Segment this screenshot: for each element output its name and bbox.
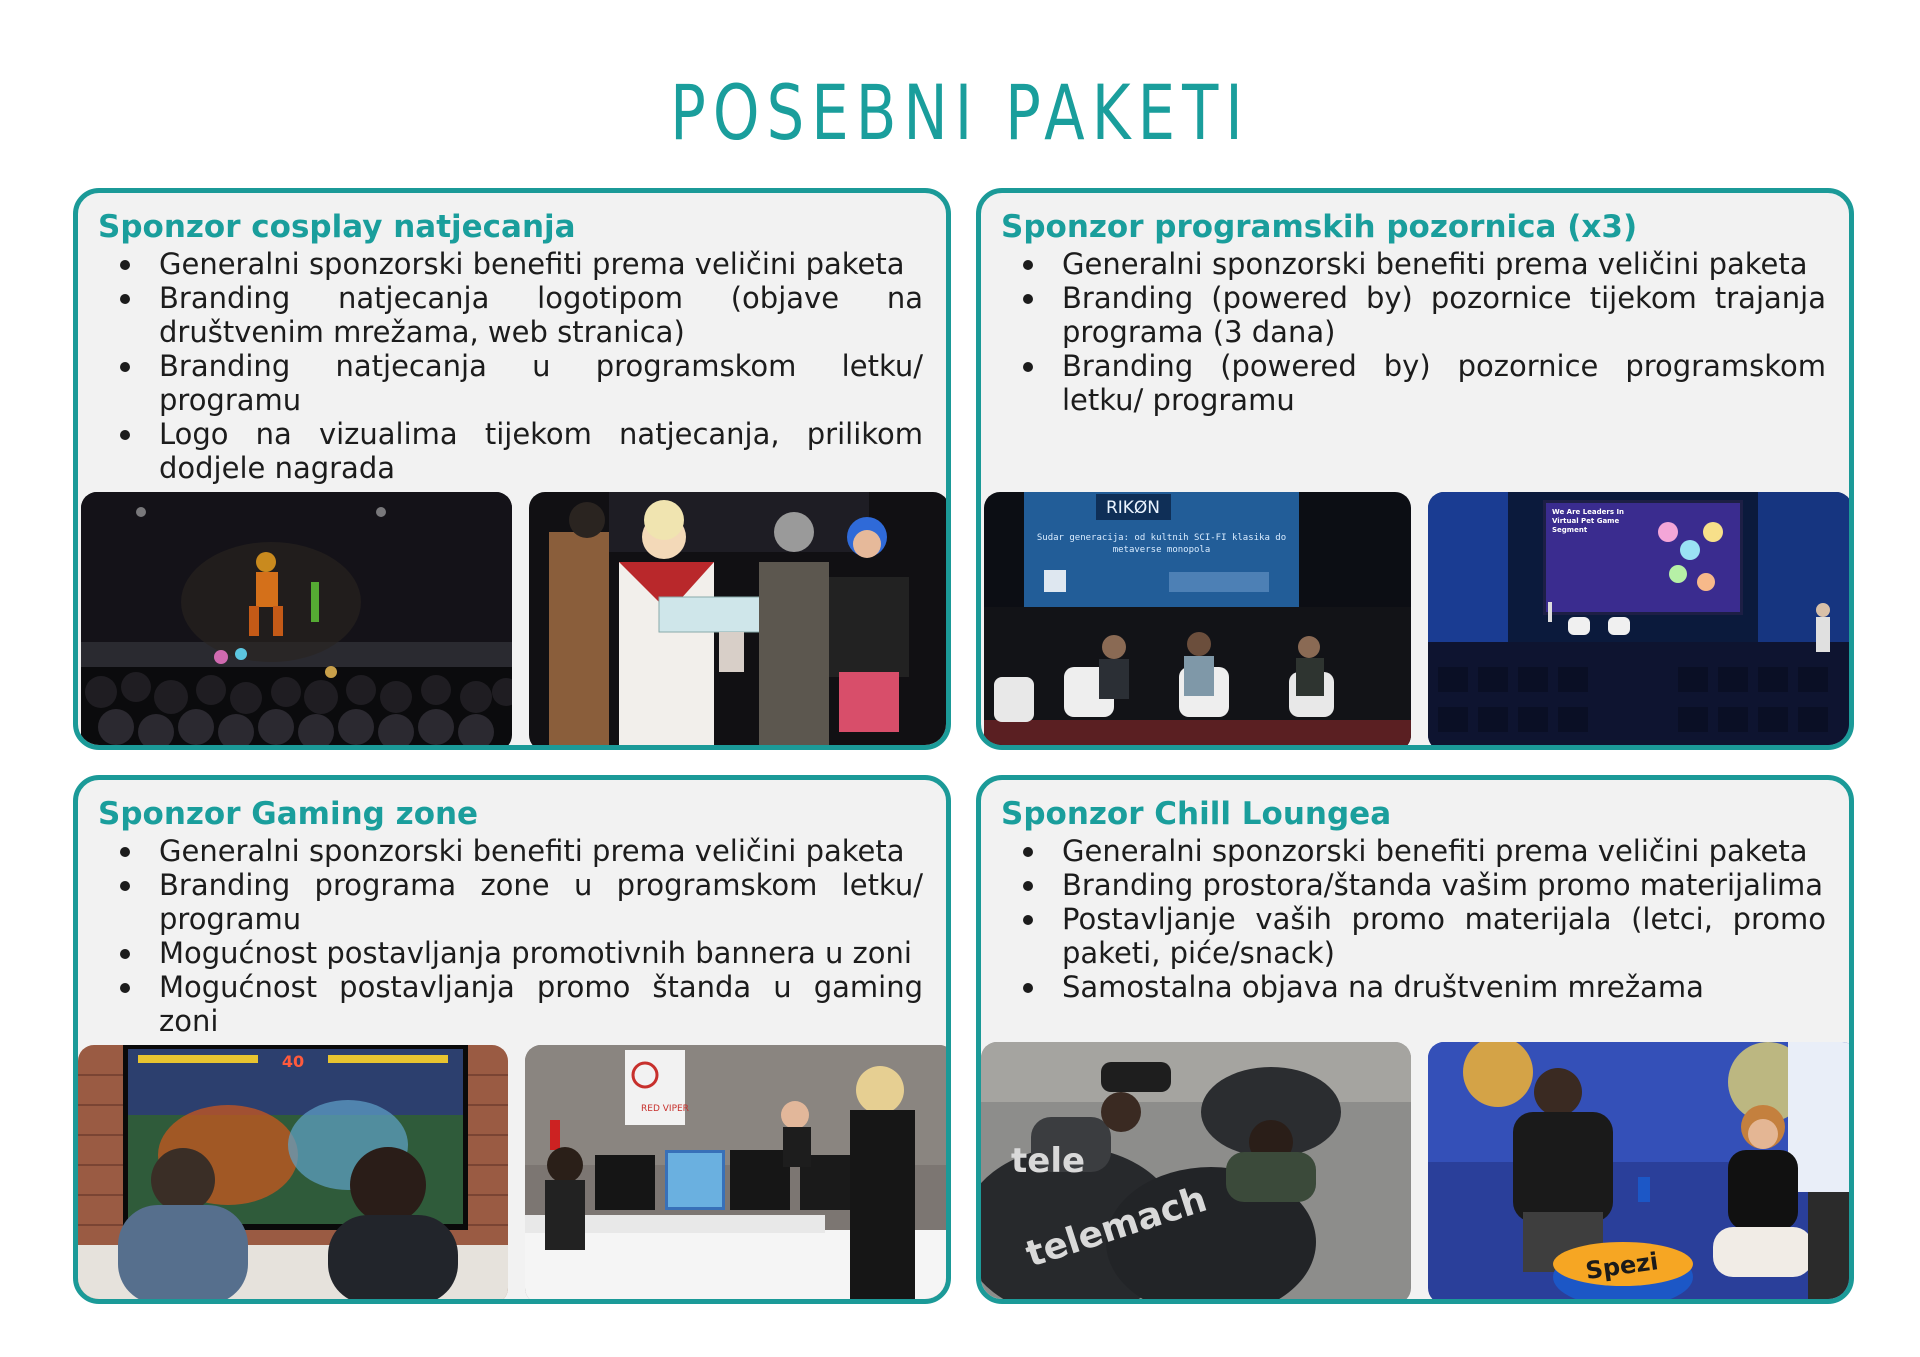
stage-slide-text: Sudar generacija: od kultnih SCI-FI klasika do metaverse monopola [1036, 533, 1287, 555]
beanbag-brand-text: telemach [1021, 1178, 1212, 1276]
bullet-dot-icon [120, 294, 130, 304]
game-timer-text: 40 [281, 1052, 305, 1071]
package-card-gaming [73, 775, 951, 1304]
hall-slide-text: We Are Leaders In Virtual Pet Game Segment [1552, 508, 1625, 534]
benefit-item: Generalni sponzorski benefiti prema veličini paketa [108, 247, 923, 281]
bullet-dot-icon [120, 362, 130, 372]
benefit-item: Branding (powered by) pozornice tijekom trajanja programa (3 dana) [1011, 281, 1826, 349]
table-brand-text: Spezi [1583, 1247, 1660, 1286]
bullet-dot-icon [120, 847, 130, 857]
package-card-stages [976, 188, 1854, 750]
benefit-item: Postavljanje vaših promo materijala (letci, promo paketi, piće/snack) [1011, 902, 1826, 970]
beanbag-brand-text: tele [1011, 1141, 1086, 1181]
benefits-list [108, 247, 923, 485]
benefit-item: Samostalna objava na društvenim mrežama [1011, 970, 1826, 1004]
benefit-item: Generalni sponzorski benefiti prema veličini paketa [1011, 247, 1826, 281]
benefit-item: Branding (powered by) pozornice programskom letku/ programu [1011, 349, 1826, 417]
stage-panel-discussion-photo [984, 492, 1411, 750]
benefit-item: Mogućnost postavljanja promo štanda u gaming zoni [108, 970, 923, 1038]
bullet-dot-icon [120, 430, 130, 440]
benefit-item: Branding prostora/štanda vašim promo materijalima [1011, 868, 1826, 902]
bullet-dot-icon [120, 949, 130, 959]
benefits-list [1011, 247, 1826, 417]
benefit-item: Mogućnost postavljanja promotivnih bannera u zoni [108, 936, 923, 970]
benefit-item: Branding natjecanja u programskom letku/ programu [108, 349, 923, 417]
package-title: Sponzor Gaming zone [98, 796, 479, 832]
bullet-dot-icon [1023, 294, 1033, 304]
package-card-cosplay [73, 188, 951, 750]
beanbag-lounge-photo [981, 1042, 1411, 1304]
cosplay-stage-performance-photo [81, 492, 512, 750]
sponsor-drink-lounge-photo [1428, 1042, 1854, 1304]
benefits-list [108, 834, 923, 1038]
bullet-dot-icon [1023, 881, 1033, 891]
stage-logo-text: RIKØN [1105, 498, 1161, 518]
bullet-dot-icon [1023, 260, 1033, 270]
benefit-item: Generalni sponzorski benefiti prema veličini paketa [108, 834, 923, 868]
lecture-hall-presentation-photo [1428, 492, 1852, 750]
benefit-item: Generalni sponzorski benefiti prema veličini paketa [1011, 834, 1826, 868]
cosplay-award-ceremony-photo [529, 492, 949, 750]
page-title: POSEBNI PAKETI [670, 68, 1250, 157]
package-card-chill-lounge [976, 775, 1854, 1304]
benefits-list [1011, 834, 1826, 1004]
console-gaming-tv-photo [78, 1045, 508, 1304]
package-title: Sponzor programskih pozornica (x3) [1001, 209, 1638, 245]
bullet-dot-icon [120, 260, 130, 270]
bullet-dot-icon [1023, 847, 1033, 857]
bullet-dot-icon [120, 983, 130, 993]
pc-gaming-stations-photo [525, 1045, 951, 1304]
benefit-item: Logo na vizualima tijekom natjecanja, prilikom dodjele nagrada [108, 417, 923, 485]
benefit-item: Branding programa zone u programskom letku/ programu [108, 868, 923, 936]
bullet-dot-icon [1023, 362, 1033, 372]
bullet-dot-icon [1023, 983, 1033, 993]
package-title: Sponzor cosplay natjecanja [98, 209, 576, 245]
bullet-dot-icon [1023, 915, 1033, 925]
package-title: Sponzor Chill Loungea [1001, 796, 1392, 832]
benefit-item: Branding natjecanja logotipom (objave na društvenim mrežama, web stranica) [108, 281, 923, 349]
banner-brand-text: RED VIPER [641, 1104, 689, 1114]
bullet-dot-icon [120, 881, 130, 891]
